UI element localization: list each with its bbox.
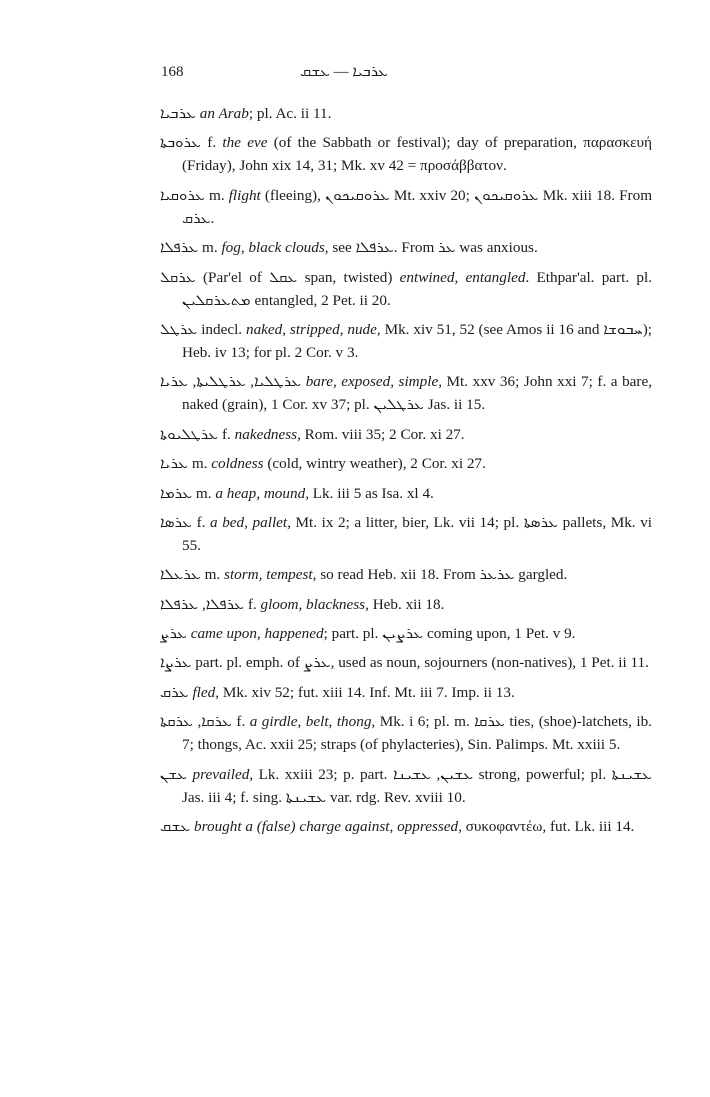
entry-gloss: fog, black clouds bbox=[221, 239, 325, 257]
syriac-headword: ܥܪܛܠ bbox=[160, 320, 198, 338]
dictionary-entry bbox=[160, 452, 652, 475]
entry-text: , Mk. xiv 51, 52 (see Amos ii 16 and ܚܒܘܫܐ); Heb. iv 13; for pl. 2 Cor. v 3. bbox=[182, 320, 652, 361]
entry-grammar: m. bbox=[200, 566, 225, 584]
entry-gloss: gloom, blackness bbox=[260, 595, 366, 613]
page-header bbox=[0, 60, 710, 90]
entry-gloss: naked, stripped, nude bbox=[245, 320, 377, 338]
entry-gloss: flight bbox=[228, 186, 261, 204]
syriac-headword: ܥܫܩ bbox=[160, 818, 191, 836]
entry-text: , Rom. viii 35; 2 Cor. xi 27. bbox=[297, 425, 465, 443]
dictionary-entry bbox=[160, 102, 652, 125]
entry-text: ; pl. Ac. ii 11. bbox=[248, 105, 332, 122]
entry-text: (cold, wintry weather), 2 Cor. xi 27. bbox=[263, 455, 486, 473]
entry-grammar: f. bbox=[191, 513, 211, 531]
dictionary-entry bbox=[160, 423, 652, 446]
dictionary-entry bbox=[160, 511, 652, 557]
syriac-headword: ܥܪܥܠܐ bbox=[160, 566, 201, 584]
syriac-headword: ܥܪܣܐ bbox=[160, 513, 192, 531]
entry-gloss: a heap, mound bbox=[215, 484, 306, 502]
entry-grammar: part. pl. emph. of bbox=[191, 654, 304, 672]
entry-text: , Heb. xii 18. bbox=[365, 595, 445, 613]
entry-grammar: m. bbox=[198, 239, 222, 257]
entry-text: , Mt. ix 2; a litter, bier, Lk. vii 14; pl. ܥܪܣܬܐ pallets, Mk. vi 55. bbox=[182, 513, 653, 554]
dictionary-entry bbox=[160, 563, 652, 586]
syriac-headword: ܥܪܩ bbox=[160, 683, 189, 701]
dictionary-entry bbox=[160, 710, 652, 756]
entry-text: , Mk. xiv 52; fut. xiii 14. Inf. Mt. iii 7. Imp. ii 13. bbox=[215, 683, 515, 701]
syriac-headword: ܥܫܢ bbox=[160, 765, 187, 783]
entry-gloss: the eve bbox=[222, 134, 268, 152]
entry-gloss: prevailed bbox=[192, 765, 250, 783]
syriac-headword: ܥܪܨ bbox=[160, 625, 187, 643]
syriac-headword: ܥܪܩܐ, ܥܪܩܬܐ bbox=[160, 713, 232, 731]
dictionary-entry bbox=[160, 593, 652, 616]
running-head: ܥܪܒܝܐ — ܥܫܩ bbox=[300, 64, 388, 80]
entry-text: , Lk. iii 5 as Isa. xl 4. bbox=[305, 484, 434, 502]
dictionary-entry bbox=[160, 318, 652, 364]
syriac-headword: ܥܪܒܝܐ bbox=[160, 105, 196, 122]
dictionary-entry bbox=[160, 622, 652, 645]
syriac-headword: ܥܪܝܐ bbox=[160, 455, 189, 473]
entry-grammar: f. bbox=[231, 713, 250, 731]
entry-text: , so read Heb. xii 18. From ܥܪܥܪ gargled. bbox=[312, 566, 568, 584]
entry-text: , Lk. xxiii 23; p. part. ܥܫܝܢ, ܥܫܝܢܐ strong, powerful; pl. ܥܫܝܢܬܐ Jas. iii 4; f. sing. ܥܫܝܢܬܐ var. rdg. Rev. xviii 10. bbox=[182, 765, 653, 806]
entry-grammar: m. bbox=[188, 455, 212, 473]
dictionary-entry bbox=[160, 815, 652, 838]
syriac-headword: ܥܪܘܒܬܐ bbox=[160, 134, 201, 152]
syriac-headword: ܥܪܘܩܝܐ bbox=[160, 186, 205, 204]
entry-gloss: coldness bbox=[211, 455, 264, 473]
entry-gloss: entwined, entangled bbox=[399, 268, 526, 286]
entry-grammar: m. bbox=[192, 484, 216, 502]
entry-text: , Mt. xxv 36; John xxi 7; f. a bare, naked (grain), 1 Cor. xv 37; pl. ܥܪܛܠܝܢ Jas. ii 15. bbox=[182, 373, 652, 414]
entry-text: , συκοφαντέω, fut. Lk. iii 14. bbox=[458, 818, 635, 836]
syriac-headword: ܥܪܛܠܝܐ, ܥܪܛܠܝܬܐ, ܥܪܝܐ bbox=[160, 373, 302, 391]
entry-grammar: indecl. bbox=[197, 320, 246, 338]
syriac-headword: ܥܪܛܠܝܘܬܐ bbox=[160, 425, 219, 443]
entry-text: . Ethpar'al. part. pl. ܡܬܥܪܩܠܝܢ entangled, 2 Pet. ii 20. bbox=[182, 268, 652, 309]
dictionary-entry bbox=[160, 763, 652, 809]
entry-text: , see ܥܪܦܠܐ. From ܥܪ was anxious. bbox=[324, 239, 538, 257]
entry-gloss: storm, tempest bbox=[224, 566, 313, 584]
entry-gloss: a bed, pallet bbox=[210, 513, 288, 531]
entry-gloss: bare, exposed, simple bbox=[305, 373, 439, 391]
dictionary-entry bbox=[160, 651, 652, 674]
entry-grammar: f. bbox=[201, 134, 223, 152]
entry-gloss: a girdle, belt, thong bbox=[249, 713, 372, 731]
entry-text: , used as noun, sojourners (non-natives), 1 Pet. ii 11. bbox=[330, 654, 649, 672]
entry-gloss: came upon, happened bbox=[190, 625, 324, 643]
dictionary-entry bbox=[160, 681, 652, 704]
entry-gloss: nakedness bbox=[234, 425, 298, 443]
dictionary-entry bbox=[160, 266, 652, 312]
dictionary-entry bbox=[160, 131, 652, 177]
syriac-headword: ܥܪܡܐ bbox=[160, 484, 193, 502]
syriac-headword: ܥܪܦܠܐ, ܥܪܦܠܐ bbox=[160, 595, 245, 613]
entry-text: (fleeing), ܥܪܘܩܝܟܘܢ Mt. xxiv 20; ܥܪܘܩܝܟܘܢ Mk. xiii 18. From ܥܪܩ. bbox=[182, 186, 653, 227]
entry-grammar: (Par'el of ܥܩܠ span, twisted) bbox=[195, 268, 400, 286]
entry-text: (of the Sabbath or festival); day of preparation, παρασκευή (Friday), John xix 14, 31; Mk. xv 42 = προσάββατον. bbox=[182, 134, 652, 175]
entry-gloss: ܥܪܨ bbox=[303, 654, 331, 672]
entry-grammar: m. bbox=[204, 186, 229, 204]
dictionary-entry bbox=[160, 482, 652, 505]
page-number: 168 bbox=[161, 64, 184, 80]
entry-list bbox=[160, 102, 652, 844]
entry-gloss: brought a (false) charge against, oppressed bbox=[194, 818, 459, 836]
dictionary-entry bbox=[160, 236, 652, 259]
entry-grammar: f. bbox=[244, 595, 261, 613]
entry-grammar: f. bbox=[218, 425, 235, 443]
syriac-headword: ܥܪܦܠܐ bbox=[160, 239, 199, 257]
dictionary-entry bbox=[160, 184, 652, 230]
entry-gloss: fled bbox=[192, 683, 216, 701]
entry-gloss: an Arab bbox=[199, 105, 249, 122]
entry-text: , Mk. i 6; pl. m. ܥܪܩܐ ties, (shoe)-latchets, ib. 7; thongs, Ac. xxii 25; straps (of phylacteries), Sin. Palimps. Mt. xxiii 5. bbox=[182, 713, 652, 754]
syriac-headword: ܥܪܩܠ bbox=[160, 268, 196, 286]
syriac-headword: ܥܪܨܐ bbox=[160, 654, 192, 672]
entry-text: ; part. pl. ܥܪܨܝܢ coming upon, 1 Pet. v 9. bbox=[323, 625, 576, 643]
dictionary-entry bbox=[160, 370, 652, 416]
